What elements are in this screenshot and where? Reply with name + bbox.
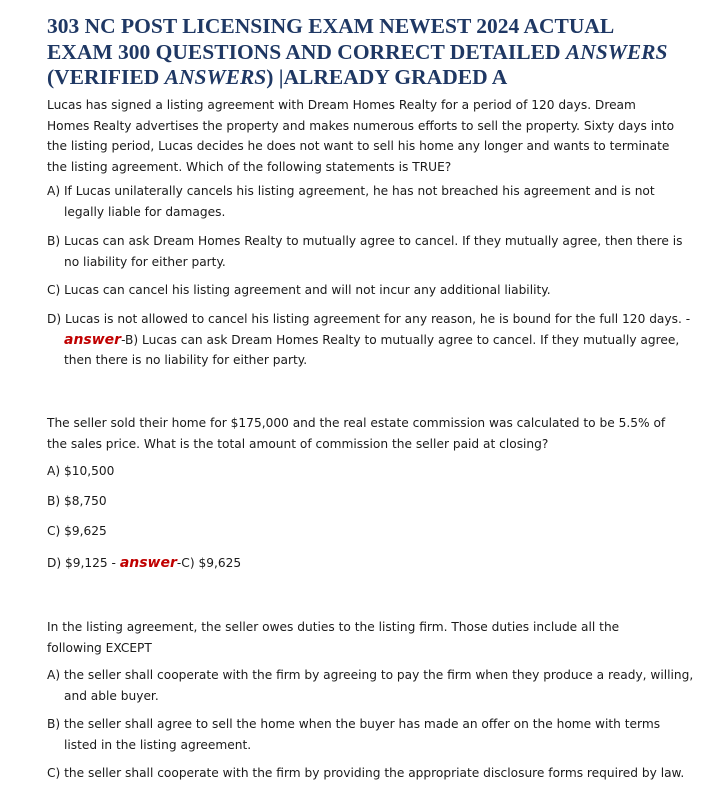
title-line-3-post: ) |ALREADY GRADED A: [266, 65, 508, 89]
question-1-option-d: [47, 309, 694, 371]
question-2-text: The seller sold their home for $175,000 and the real estate commission was calculated to be 5.5% of the sales price. What is the total amount of commission the seller paid at closing?: [47, 416, 666, 451]
question-1-option-c: C) Lucas can cancel his listing agreement and will not incur any additional liability.: [47, 283, 551, 297]
title-line-2-italic: ANSWERS: [565, 39, 668, 64]
question-2-option-a: A) $10,500: [47, 464, 115, 478]
title-line-3-italic: ANSWERS: [164, 65, 267, 89]
question-2-option-d: [47, 553, 694, 574]
title-line-3-pre: (VERIFIED: [47, 65, 165, 89]
title-line-1: 303 NC POST LICENSING EXAM NEWEST 2024 ACTUAL: [47, 14, 615, 38]
question-3-text: In the listing agreement, the seller owes duties to the listing firm. Those duties include all the following EXCEPT: [47, 620, 620, 655]
question-2-option-d-text: D) $9,125 -: [47, 556, 116, 570]
question-2-answer-text: -C) $9,625: [176, 556, 242, 570]
title-line-2: [47, 40, 697, 66]
question-1-answer-label: answer: [64, 331, 122, 348]
title-line-2-text: EXAM 300 QUESTIONS AND CORRECT DETAILED: [47, 39, 566, 64]
title-line-3: [47, 65, 697, 91]
question-2-option-c: C) $9,625: [47, 524, 107, 538]
question-2-answer-label: answer: [119, 555, 177, 571]
question-3-option-c: C) the seller shall cooperate with the firm by providing the appropriate disclosure forms required by law.: [47, 766, 685, 780]
question-1-option-b: B) Lucas can ask Dream Homes Realty to mutually agree to cancel. If they mutually agree, then there is no liability for either party.: [47, 234, 683, 269]
question-3-option-b: B) the seller shall agree to sell the home when the buyer has made an offer on the home with terms listed in the listing agreement.: [47, 717, 661, 752]
document-title: [47, 14, 697, 91]
question-1-option-a: A) If Lucas unilaterally cancels his listing agreement, he has not breached his agreement and is not legally liable for damages.: [47, 184, 655, 219]
question-2-option-b: B) $8,750: [47, 494, 107, 508]
question-1-answer-text: -B) Lucas can ask Dream Homes Realty to mutually agree to cancel. If they mutually agree, then there is no liability for either party.: [64, 332, 680, 368]
question-1-text: Lucas has signed a listing agreement with Dream Homes Realty for a period of 120 days. Dream Homes Realty advertises the property and makes numerous efforts to sell the property. Sixty days into the listing period, Lucas decides he does not want to sell his home any longer and wants to terminate the listing agreement. Which of the following statements is TRUE?: [47, 98, 675, 174]
question-1-option-d-text: D) Lucas is not allowed to cancel his listing agreement for any reason, he is bound for the full 120 days. -: [47, 312, 691, 326]
question-3-option-a: A) the seller shall cooperate with the firm by agreeing to pay the firm when they produce a ready, willing, and able buyer.: [47, 668, 694, 703]
